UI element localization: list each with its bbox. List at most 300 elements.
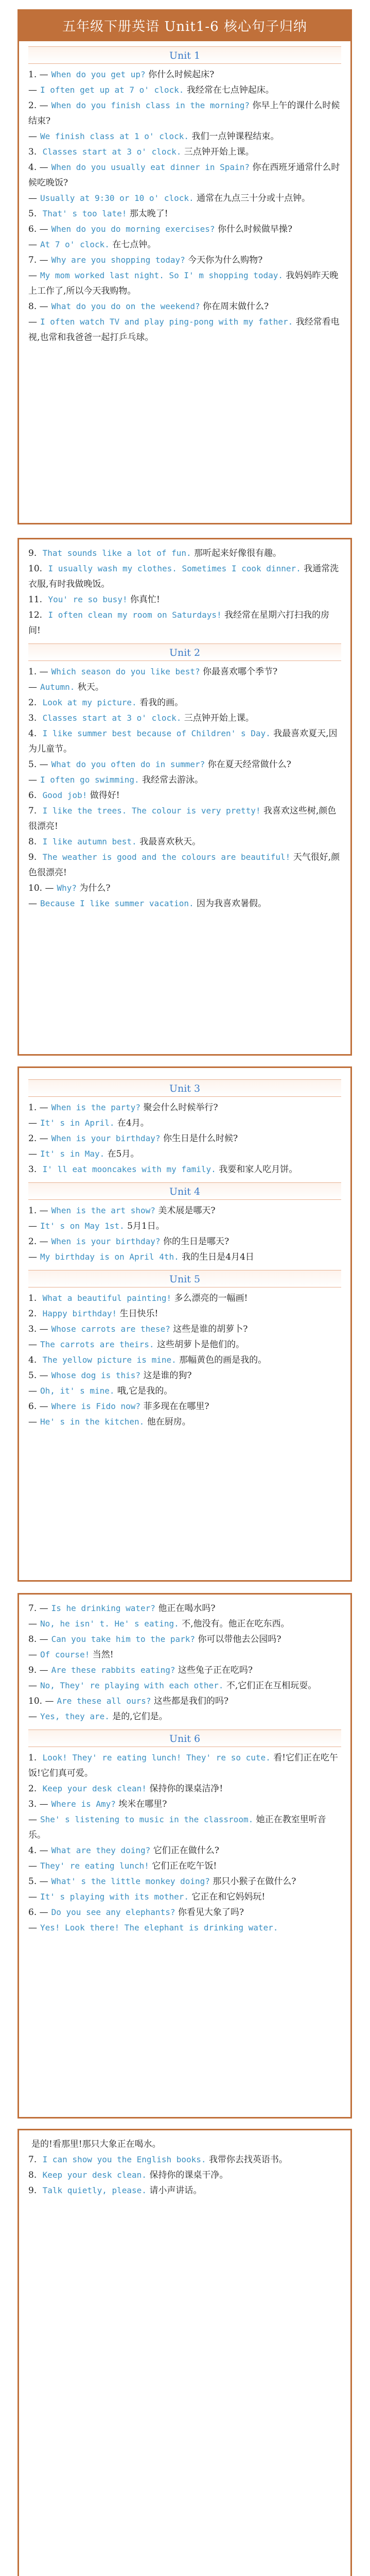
sentence-zh: 你什么时候做早操? xyxy=(217,224,293,234)
page-card-2 xyxy=(17,538,352,1056)
sentence-num: 8. xyxy=(28,2170,37,2180)
sentence-num: 6. xyxy=(28,1401,37,1412)
sentence-dash: — xyxy=(28,1118,37,1128)
sentence-zh: 它正在和它妈妈玩! xyxy=(191,1892,266,1902)
unit-heading: Unit 6 xyxy=(28,1730,341,1747)
sentence-list xyxy=(28,664,341,911)
unit-heading: Unit 1 xyxy=(28,46,341,64)
sentence-zh: 我经常去游泳。 xyxy=(142,775,204,785)
sentence-zh: 通常在九点三十分或十点钟。 xyxy=(197,193,311,204)
sentence-zh: 我最喜欢秋天。 xyxy=(139,837,201,847)
sentence-en: She' s listening to music in the classroom. xyxy=(40,1815,254,1824)
sentence-zh: 你最喜欢哪个季节? xyxy=(203,667,278,677)
sentence-en: They' re eating lunch! xyxy=(40,1861,149,1871)
sentence-en: Classes start at 3 o' clock. xyxy=(42,147,182,157)
sentence-num: 3. xyxy=(28,1324,37,1334)
sentence-item xyxy=(28,2137,341,2152)
sentence-en: When is the party? xyxy=(51,1103,141,1112)
sentence-zh: 这些都是我们的吗? xyxy=(153,1696,229,1706)
sentence-num: 5. xyxy=(28,759,37,770)
sentence-item xyxy=(28,607,341,638)
sentence-num: 5. xyxy=(28,209,37,219)
sentence-num: 3. xyxy=(28,1799,37,1809)
sentence-en: I like the trees. The colour is very pretty! xyxy=(42,806,261,816)
sentence-num: 7. xyxy=(28,2155,37,2165)
sentence-en: Keep your desk clean! xyxy=(42,1784,147,1793)
sentence-zh: 因为我喜欢暑假。 xyxy=(197,899,267,909)
sentence-dash: — xyxy=(39,1665,48,1675)
sentence-item xyxy=(28,191,341,206)
sentence-item xyxy=(28,1843,341,1858)
sentence-item xyxy=(28,561,341,592)
sentence-num: 2. xyxy=(28,698,37,708)
sentence-item xyxy=(28,1383,341,1399)
sentence-zh: 你看见大象了吗? xyxy=(178,1907,244,1918)
sentence-en: Because I like summer vacation. xyxy=(40,899,194,908)
sentence-zh: 做得好! xyxy=(90,790,120,801)
sentence-dash: — xyxy=(39,1876,48,1887)
sentence-dash: — xyxy=(39,759,48,770)
sentence-num: 7. xyxy=(28,255,37,265)
sentence-item xyxy=(28,1249,341,1265)
sentence-zh: 三点钟开始上课。 xyxy=(184,147,254,157)
sentence-num: 1. xyxy=(28,1206,37,1216)
sentence-zh: 生日快乐! xyxy=(119,1309,158,1319)
sentence-dash: — xyxy=(39,1845,48,1856)
sentence-dash: — xyxy=(39,1401,48,1412)
sentence-en: That sounds like a lot of fun. xyxy=(42,548,191,558)
sentence-dash: — xyxy=(39,1799,48,1809)
sentence-zh: 聚会什么时候举行? xyxy=(143,1103,218,1113)
sentence-num: 11. xyxy=(28,595,43,605)
sentence-num: 5. xyxy=(28,1370,37,1381)
sentence-en: When is the art show? xyxy=(51,1206,155,1215)
sentence-zh: 今天你为什么购物? xyxy=(188,255,263,265)
sentence-en: It' s playing with its mother. xyxy=(40,1892,189,1902)
sentence-en: Is he drinking water? xyxy=(51,1603,155,1613)
sentence-en: We finish class at 1 o' clock. xyxy=(40,131,189,141)
sentence-en: I often get up at 7 o' clock. xyxy=(40,85,184,95)
sentence-zh: 5月1日。 xyxy=(127,1221,165,1231)
sentence-zh: 埃米在哪里? xyxy=(118,1799,167,1809)
sentence-list xyxy=(28,1291,341,1430)
sentence-en: It' s in April. xyxy=(40,1118,115,1128)
sentence-num: 6. xyxy=(28,224,37,234)
sentence-dash: — xyxy=(39,1370,48,1381)
sentence-en: My birthday is on April 4th. xyxy=(40,1252,179,1262)
sentence-dash: — xyxy=(39,162,48,173)
sentence-en: Of course! xyxy=(40,1650,90,1659)
sentence-en: What' s the little monkey doing? xyxy=(51,1876,210,1886)
sentence-item xyxy=(28,772,341,788)
sentence-item xyxy=(28,2152,341,2167)
page-title: 五年级下册英语 Unit1-6 核心句子归纳 xyxy=(19,11,350,41)
sentence-zh: 它们正在吃午饭! xyxy=(152,1861,217,1871)
sentence-zh: 那听起来好像很有趣。 xyxy=(194,548,282,558)
sentence-zh: 他正在喝水吗? xyxy=(158,1603,216,1614)
sentence-item xyxy=(28,1750,341,1781)
sentence-en: What a beautiful painting! xyxy=(42,1293,172,1303)
sentence-item xyxy=(28,299,341,314)
sentence-item xyxy=(28,1920,341,1936)
sentence-item xyxy=(28,1889,341,1905)
sentence-num: 7. xyxy=(28,806,37,816)
sentence-dash: — xyxy=(28,193,37,204)
sentence-en: Keep your desk clean. xyxy=(42,2170,147,2180)
sentence-en: He' s in the kitchen. xyxy=(40,1417,145,1427)
sentence-zh: 我带你去找英语书。 xyxy=(208,2155,288,2165)
sentence-item xyxy=(28,803,341,834)
sentence-num: 3. xyxy=(28,713,37,723)
sentence-en: Are these rabbits eating? xyxy=(51,1665,175,1675)
page-card-3 xyxy=(17,1066,352,1582)
sentence-zh: 你在西班牙通常什么时候吃晚饭? xyxy=(28,162,340,188)
sentence-zh: 看我的画。 xyxy=(139,698,184,708)
sentence-en: I usually wash my clothes. Sometimes I cook dinner. xyxy=(48,564,301,573)
sentence-en: Do you see any elephants? xyxy=(51,1907,175,1917)
sentence-item xyxy=(28,1321,341,1337)
sentence-en: Autumn. xyxy=(40,682,75,692)
sentence-en: What do you do on the weekend? xyxy=(51,301,200,311)
sentence-item xyxy=(28,1414,341,1430)
sentence-item xyxy=(28,664,341,680)
sentence-item xyxy=(28,2183,341,2198)
sentence-zh: 我经常在七点钟起床。 xyxy=(186,85,274,95)
sentence-zh: 美术展是哪天? xyxy=(158,1206,216,1216)
sentence-zh: 你真忙! xyxy=(130,595,160,605)
sentence-dash: — xyxy=(28,1252,37,1262)
sentence-item xyxy=(28,1874,341,1889)
sentence-num: 2. xyxy=(28,1309,37,1319)
sentence-dash: — xyxy=(39,667,48,677)
sentence-dash: — xyxy=(28,1221,37,1231)
sentence-en: Whose carrots are these? xyxy=(51,1324,170,1334)
sentence-zh: 不,他没有。他正在吃东西。 xyxy=(182,1619,290,1629)
page-card-4 xyxy=(17,1593,352,2119)
sentence-zh: 这些是谁的胡萝卜? xyxy=(173,1324,248,1334)
sentence-dash: — xyxy=(28,1923,37,1933)
sentence-zh: 那只小猴子在做什么? xyxy=(213,1876,296,1887)
sentence-en: Where is Amy? xyxy=(51,1799,116,1809)
sentence-item xyxy=(28,1678,341,1693)
sentence-dash: — xyxy=(39,301,48,312)
sentence-en: Look! They' re eating lunch! They' re so cute. xyxy=(42,1753,271,1762)
sentence-num: 10. xyxy=(28,564,43,574)
sentence-zh: 在七点钟。 xyxy=(112,240,156,250)
sentence-dash: — xyxy=(28,1711,37,1722)
sentence-list xyxy=(28,1750,341,1936)
sentence-zh: 我经常在星期六打扫我的房间! xyxy=(28,610,330,636)
sentence-item xyxy=(28,850,341,880)
sentence-dash: — xyxy=(28,270,37,281)
sentence-num: 1. xyxy=(28,1753,37,1763)
sentence-zh: 我经常看电视,也常和我爸爸一起打乒乓球。 xyxy=(28,317,340,343)
sentence-zh: 他在厨房。 xyxy=(147,1417,191,1427)
sentence-num: 4. xyxy=(28,1355,37,1365)
sentence-zh: 你在周末做什么? xyxy=(203,301,269,312)
sentence-zh: 你可以带他去公园吗? xyxy=(198,1634,281,1645)
sentence-dash: — xyxy=(28,317,37,327)
sentence-en: Why? xyxy=(57,883,77,893)
sentence-en: The yellow picture is mine. xyxy=(42,1355,177,1365)
sentence-item xyxy=(28,1234,341,1249)
sentence-en: Yes! Look there! The elephant is drinking water. xyxy=(40,1923,278,1933)
sentence-en: I like summer best because of Children' s Day. xyxy=(42,728,271,738)
unit-heading: Unit 4 xyxy=(28,1182,341,1200)
sentence-en: Happy birthday! xyxy=(42,1309,117,1318)
sentence-item xyxy=(28,1162,341,1177)
sentence-zh: 是的,它们是。 xyxy=(112,1711,168,1722)
sentence-en: I often go swimming. xyxy=(40,775,139,785)
sentence-num: 10. xyxy=(28,883,43,893)
sentence-num: 8. xyxy=(28,1634,37,1645)
sentence-zh: 我妈妈昨天晚上工作了,所以今天我购物。 xyxy=(28,270,339,296)
unit-heading: Unit 2 xyxy=(28,643,341,661)
sentence-item xyxy=(28,1693,341,1709)
sentence-num: 9. xyxy=(28,548,37,558)
sentence-en: Where is Fido now? xyxy=(51,1401,141,1411)
sentence-dash: — xyxy=(39,70,48,80)
sentence-dash: — xyxy=(28,1650,37,1660)
sentence-num: 7. xyxy=(28,1603,37,1614)
sentence-item xyxy=(28,1709,341,1724)
sentence-en: Whose dog is this? xyxy=(51,1370,141,1380)
sentence-en: My mom worked last night. So I' m shopping today. xyxy=(40,270,284,280)
sentence-num: 2. xyxy=(28,1784,37,1794)
sentence-dash: — xyxy=(28,240,37,250)
sentence-dash: — xyxy=(28,131,37,142)
sentence-item xyxy=(28,1647,341,1663)
sentence-item xyxy=(28,1399,341,1414)
sentence-item xyxy=(28,1781,341,1797)
sentence-en: You' re so busy! xyxy=(48,595,128,604)
sentence-en: What do you often do in summer? xyxy=(51,759,205,769)
sentence-en: I often watch TV and play ping-pong with my father. xyxy=(40,317,293,327)
sentence-item xyxy=(28,268,341,299)
sentence-dash: — xyxy=(28,1386,37,1396)
sentence-item xyxy=(28,206,341,222)
sentence-zh: 三点钟开始上课。 xyxy=(184,713,254,723)
sentence-item xyxy=(28,129,341,144)
sentence-item xyxy=(28,1146,341,1162)
sentence-zh: 不,它们正在互相玩耍。 xyxy=(226,1681,317,1691)
sentence-dash: — xyxy=(39,1603,48,1614)
sentence-dash: — xyxy=(28,1861,37,1871)
sentence-zh: 你在夏天经常做什么? xyxy=(207,759,291,770)
sentence-zh: 我的生日是4月4日 xyxy=(182,1252,254,1262)
sentence-item xyxy=(28,1812,341,1843)
sentence-item xyxy=(28,237,341,252)
sentence-en: Can you take him to the park? xyxy=(51,1634,195,1644)
sentence-item xyxy=(28,1337,341,1352)
unit-heading: Unit 5 xyxy=(28,1270,341,1287)
sentence-list xyxy=(28,67,341,345)
sentence-dash: — xyxy=(45,1696,54,1706)
sentence-zh: 这些兔子正在吃吗? xyxy=(178,1665,253,1675)
sentence-item xyxy=(28,1100,341,1115)
sentence-en: At 7 o' clock. xyxy=(40,240,110,249)
sentence-dash: — xyxy=(39,224,48,234)
sentence-item xyxy=(28,160,341,191)
sentence-num: 10. xyxy=(28,1696,43,1706)
sentence-item xyxy=(28,82,341,98)
sentence-dash: — xyxy=(28,1681,37,1691)
sentence-dash: — xyxy=(45,883,54,893)
sentence-item xyxy=(28,726,341,757)
sentence-en: No, he isn' t. He' s eating. xyxy=(40,1619,179,1629)
sentence-dash: — xyxy=(28,775,37,785)
sentence-item xyxy=(28,1797,341,1812)
sentence-item xyxy=(28,880,341,896)
sentence-en: When do you finish class in the morning? xyxy=(51,100,250,110)
sentence-zh: 请小声讲话。 xyxy=(149,2185,202,2196)
page-card-1 xyxy=(17,9,352,524)
sentence-dash: — xyxy=(28,899,37,909)
sentence-item xyxy=(28,1632,341,1647)
sentence-dash: — xyxy=(39,1133,48,1144)
sentence-dash: — xyxy=(39,1103,48,1113)
sentence-dash: — xyxy=(39,1236,48,1247)
sentence-zh: 你早上午的课什么时候结束? xyxy=(28,100,340,126)
sentence-zh: 秋天。 xyxy=(77,682,104,692)
sentence-item xyxy=(28,252,341,268)
sentence-item xyxy=(28,2167,341,2183)
sentence-dash: — xyxy=(28,1619,37,1629)
sentence-en: Which season do you like best? xyxy=(51,667,200,676)
sentence-zh: 它们正在做什么? xyxy=(153,1845,219,1856)
sentence-item xyxy=(28,1601,341,1616)
sentence-en: When is your birthday? xyxy=(51,1133,161,1143)
sentence-item xyxy=(28,144,341,160)
sentence-dash: — xyxy=(39,1206,48,1216)
sentence-zh: 保持你的课桌洁净! xyxy=(149,1784,223,1794)
sentence-en: When do you get up? xyxy=(51,70,146,79)
page-card-5 xyxy=(17,2129,352,2576)
sentence-dash: — xyxy=(28,1417,37,1427)
sentence-num: 9. xyxy=(28,1665,37,1675)
sentence-list xyxy=(28,1100,341,1177)
sentence-zh: 我最喜欢夏天,因为儿童节。 xyxy=(28,728,338,754)
sentence-dash: — xyxy=(28,1149,37,1159)
sentence-zh: 我喜欢这些树,颜色很漂亮! xyxy=(28,806,337,832)
sentence-item xyxy=(28,1306,341,1321)
sentence-dash: — xyxy=(39,1324,48,1334)
sentence-en: When do you do morning exercises? xyxy=(51,224,215,234)
sentence-zh: 她正在教室里听音乐。 xyxy=(28,1815,326,1840)
sentence-num: 4. xyxy=(28,728,37,739)
sentence-en: I' ll eat mooncakes with my family. xyxy=(42,1164,216,1174)
sentence-num: 1. xyxy=(28,1293,37,1303)
sentence-item xyxy=(28,1291,341,1306)
sentence-num: 2. xyxy=(28,1133,37,1144)
sentence-zh: 当然! xyxy=(92,1650,114,1660)
sentence-dash: — xyxy=(39,255,48,265)
sentence-dash: — xyxy=(28,85,37,95)
sentence-num: 1. xyxy=(28,70,37,80)
sentence-dash: — xyxy=(28,1815,37,1825)
sentence-item xyxy=(28,1131,341,1146)
sentence-en: Look at my picture. xyxy=(42,698,137,707)
sentence-zh: 天气很好,颜色很漂亮! xyxy=(28,852,340,878)
sentence-num: 3. xyxy=(28,147,37,157)
sentence-num: 4. xyxy=(28,162,37,173)
sentence-zh: 在5月。 xyxy=(107,1149,139,1159)
sentence-num: 12. xyxy=(28,610,43,620)
sentence-en: Classes start at 3 o' clock. xyxy=(42,713,182,723)
sentence-zh: 你生日是什么时候? xyxy=(163,1133,238,1144)
sentence-en: The carrots are theirs. xyxy=(40,1340,154,1349)
sentence-num: 1. xyxy=(28,667,37,677)
sentence-en: When is your birthday? xyxy=(51,1236,161,1246)
sentence-en: Talk quietly, please. xyxy=(42,2185,147,2195)
sentence-item xyxy=(28,1616,341,1632)
sentence-num: 2. xyxy=(28,100,37,111)
sentence-num: 3. xyxy=(28,1164,37,1175)
sentence-item xyxy=(28,695,341,710)
sentence-item xyxy=(28,834,341,850)
sentence-dash: — xyxy=(39,1634,48,1645)
sentence-en: It' s in May. xyxy=(40,1149,105,1159)
sentence-en: That' s too late! xyxy=(42,209,127,218)
sentence-item xyxy=(28,788,341,803)
sentence-en: Usually at 9:30 or 10 o' clock. xyxy=(40,193,194,203)
sentence-en: When do you usually eat dinner in Spain? xyxy=(51,162,250,172)
sentence-zh: 为什么? xyxy=(79,883,111,893)
sentence-zh: 在4月。 xyxy=(117,1118,149,1128)
sentence-zh: 你的生日是哪天? xyxy=(163,1236,230,1247)
sentence-item xyxy=(28,67,341,82)
sentence-en: Yes, they are. xyxy=(40,1711,110,1721)
sentence-zh: 是的!看那里!那只大象正在喝水。 xyxy=(31,2139,161,2149)
sentence-item xyxy=(28,1905,341,1920)
sentence-dash: — xyxy=(39,1907,48,1918)
unit-heading: Unit 3 xyxy=(28,1079,341,1097)
sentence-zh: 多么漂亮的一幅画! xyxy=(174,1293,248,1303)
sentence-item xyxy=(28,710,341,726)
sentence-zh: 保持你的课桌干净。 xyxy=(149,2170,228,2180)
sentence-dash: — xyxy=(28,1892,37,1902)
sentence-en: The weather is good and the colours are beautiful! xyxy=(42,852,291,862)
sentence-en: I like autumn best. xyxy=(42,837,137,846)
sentence-item xyxy=(28,592,341,607)
sentence-item xyxy=(28,546,341,561)
sentence-zh: 菲多现在在哪里? xyxy=(143,1401,209,1412)
sentence-zh: 那幅黄色的画是我的。 xyxy=(179,1355,267,1365)
sentence-zh: 我通常洗衣服,有时我做晚饭。 xyxy=(28,564,339,589)
sentence-num: 5. xyxy=(28,1876,37,1887)
sentence-item xyxy=(28,98,341,129)
sentence-zh: 哦,它是我的。 xyxy=(117,1386,173,1396)
sentence-en: I can show you the English books. xyxy=(42,2155,206,2164)
sentence-num: 8. xyxy=(28,301,37,312)
sentence-item xyxy=(28,1115,341,1131)
sentence-item xyxy=(28,1203,341,1218)
sentence-dash: — xyxy=(28,682,37,692)
sentence-zh: 看!它们正在吃午饭!它们真可爱。 xyxy=(28,1753,338,1778)
sentence-item xyxy=(28,757,341,772)
sentence-en: I often clean my room on Saturdays! xyxy=(48,610,222,620)
sentence-item xyxy=(28,222,341,237)
sentence-en: Are these all ours? xyxy=(57,1696,151,1706)
sentence-num: 8. xyxy=(28,837,37,847)
sentence-list xyxy=(28,1601,341,1724)
sentence-item xyxy=(28,1858,341,1874)
sentence-num: 6. xyxy=(28,790,37,801)
sentence-item xyxy=(28,314,341,345)
sentence-en: Good job! xyxy=(42,790,87,800)
sentence-zh: 那太晚了! xyxy=(129,209,168,219)
sentence-item xyxy=(28,896,341,911)
